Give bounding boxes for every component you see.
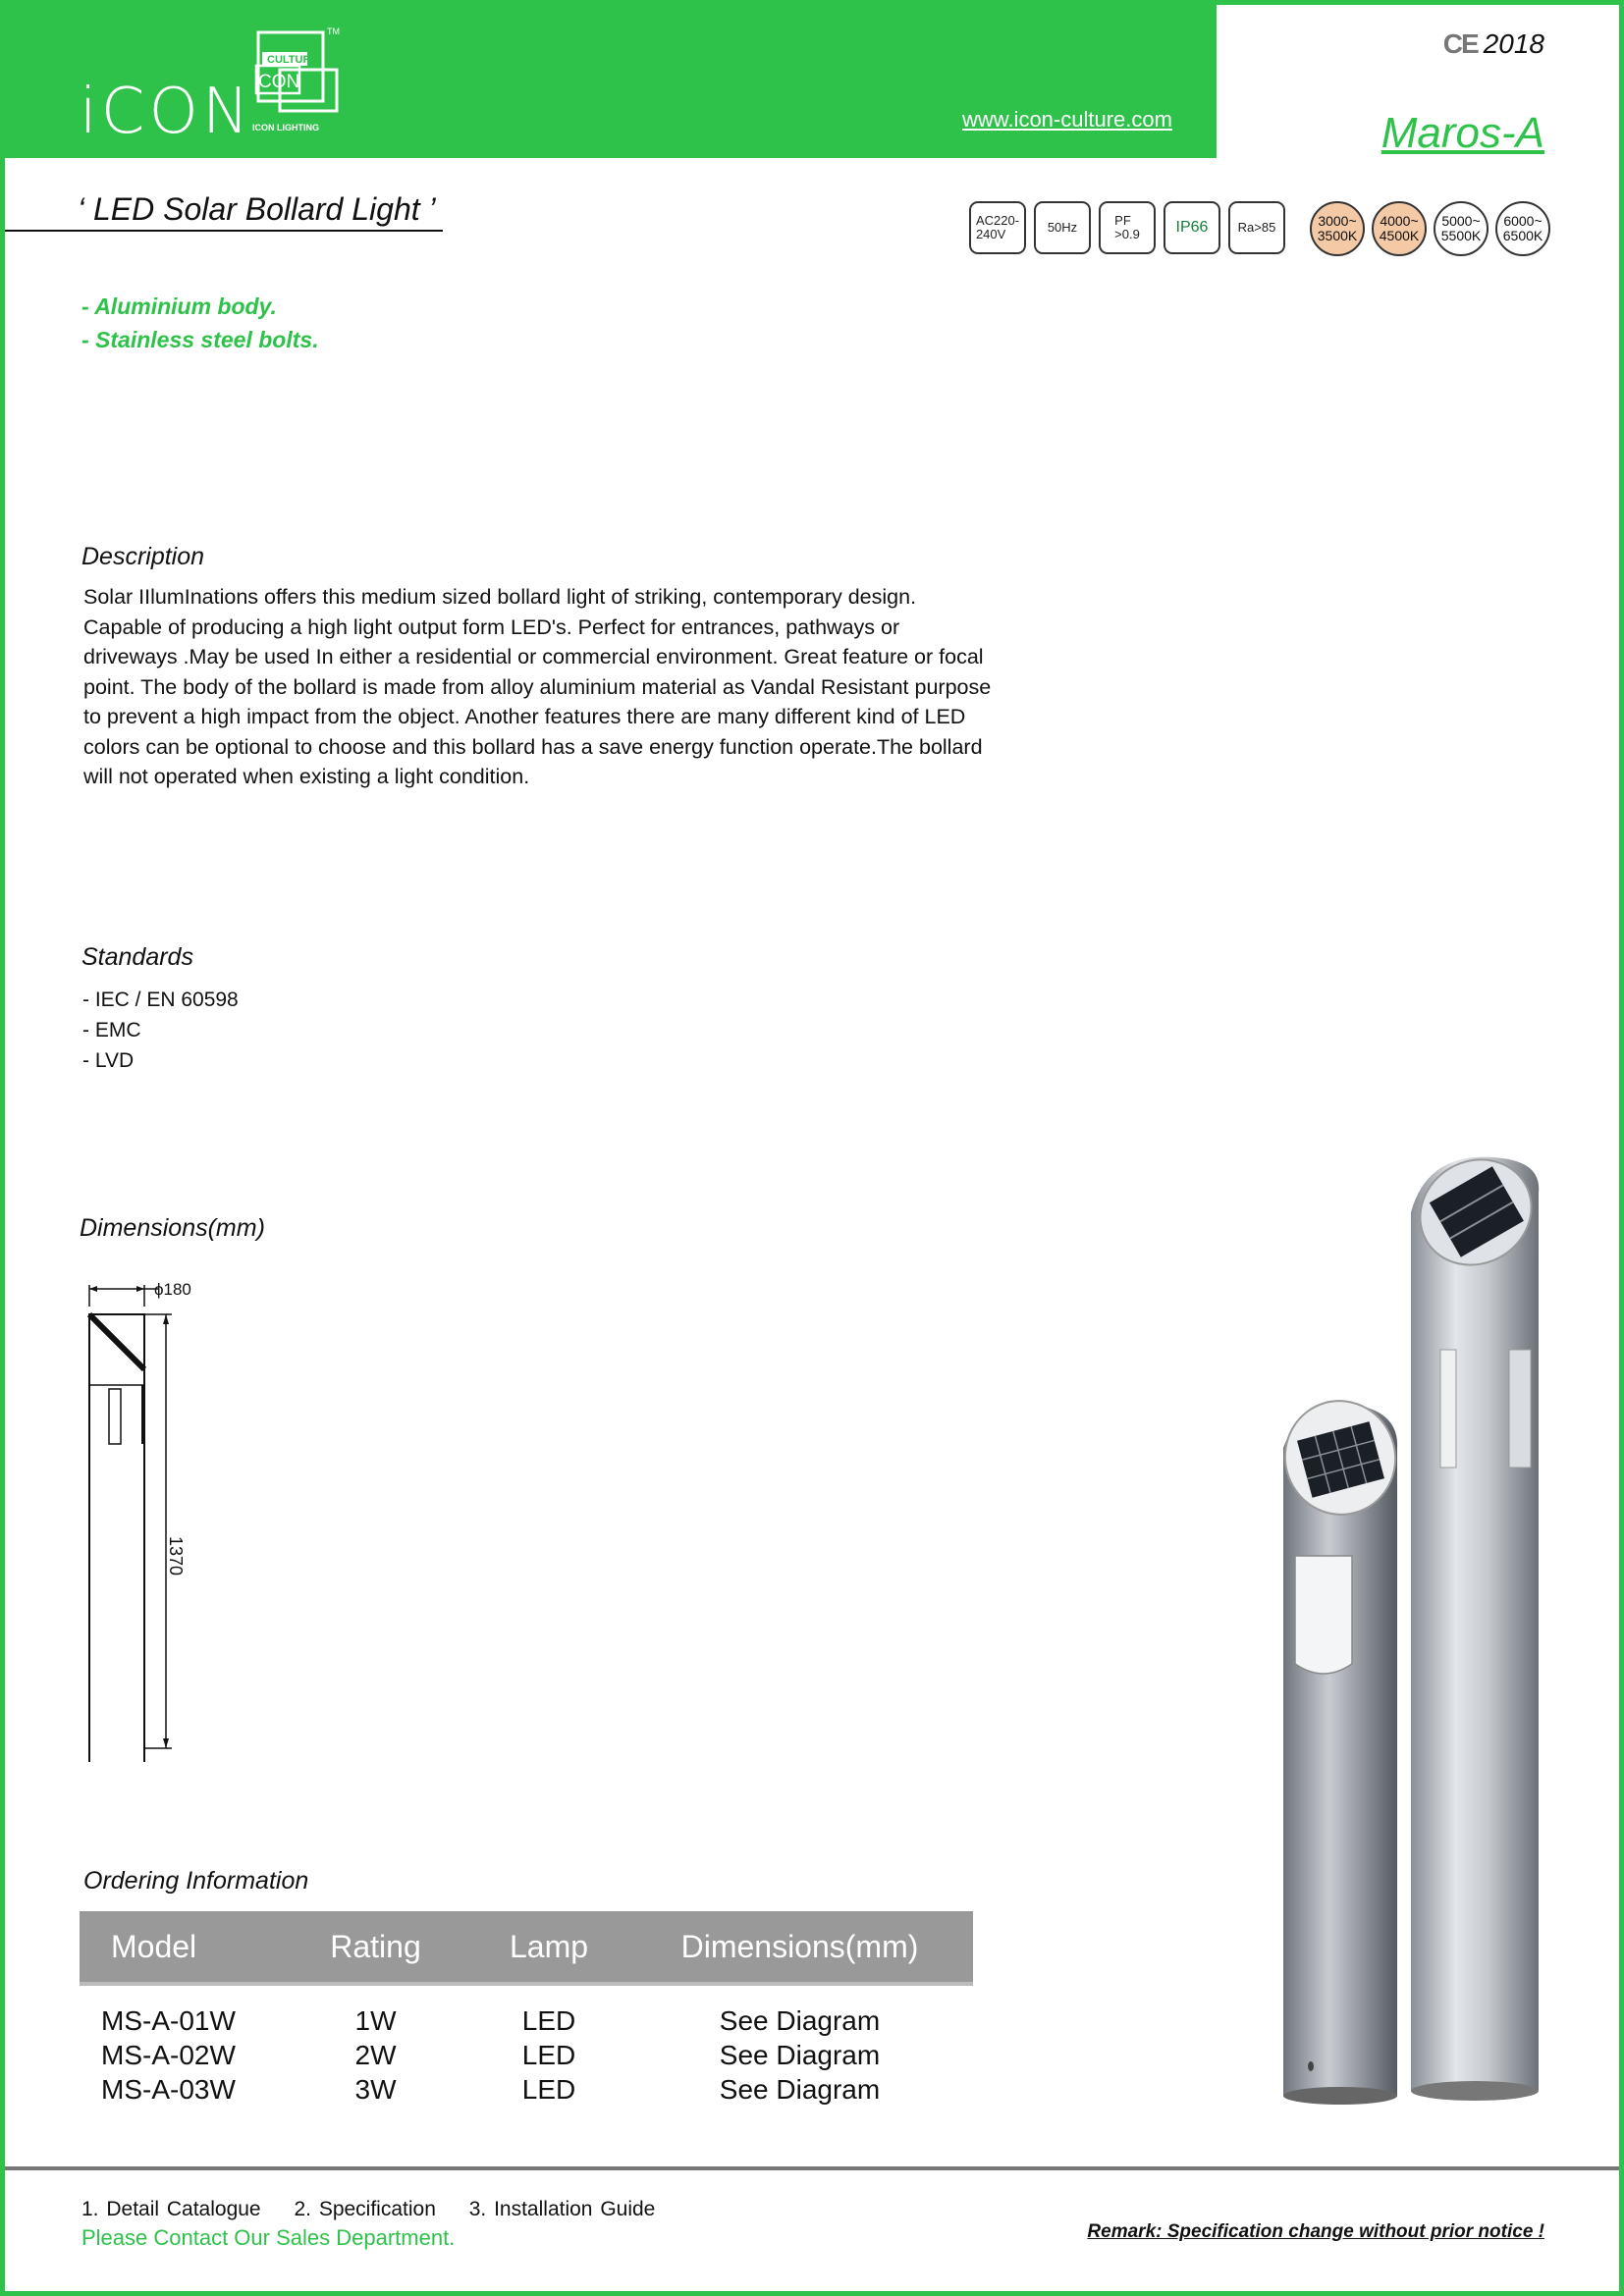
cell-lamp: LED	[521, 2074, 576, 2105]
column-header-lamp: Lamp	[509, 1928, 589, 1964]
spec-badge: AC220- 240V	[969, 201, 1026, 254]
cct-option: 5000~ 5500K	[1434, 201, 1489, 256]
logo-mark-mid-text: CON	[258, 72, 300, 92]
spec-badge: PF >0.9	[1099, 201, 1156, 254]
cct-option: 6000~ 6500K	[1495, 201, 1550, 256]
spec-badge: 50Hz	[1034, 201, 1091, 254]
remark-note: Remark: Specification change without prior notice !	[1087, 2221, 1544, 2242]
cell-model: MS-A-02W	[101, 2040, 236, 2070]
cct-options	[1310, 201, 1550, 256]
spec-badge: IP66	[1164, 201, 1220, 254]
cct-option: 4000~ 4500K	[1372, 201, 1427, 256]
diameter-label: ϕ180	[154, 1280, 191, 1299]
standard-item: - EMC	[82, 1019, 141, 1041]
contact-note: Please Contact Our Sales Department.	[81, 2225, 456, 2250]
footer-link-detail-catalogue[interactable]: 1. Detail Catalogue	[81, 2198, 261, 2220]
height-label: 1370	[166, 1536, 186, 1576]
spec-badge: Ra>85	[1228, 201, 1285, 254]
ordering-table-body	[80, 2003, 973, 2107]
footer-divider	[5, 2166, 1619, 2170]
cell-lamp: LED	[521, 2005, 576, 2036]
ordering-table-header	[80, 1911, 973, 1986]
product-title: ‘ LED Solar Bollard Light ’	[5, 191, 443, 232]
ordering-heading: Ordering Information	[83, 1867, 309, 1895]
cell-rating: 1W	[354, 2005, 397, 2036]
spec-badges	[969, 201, 1285, 254]
cell-model: MS-A-03W	[101, 2074, 236, 2105]
feature-item: - Stainless steel bolts.	[81, 327, 319, 352]
brand-logo-mark	[250, 25, 349, 134]
cell-dimensions: See Diagram	[719, 2040, 881, 2070]
feature-list	[81, 290, 319, 356]
brand-logo-text: iCON	[80, 76, 253, 148]
ordering-table	[80, 1911, 973, 2107]
standards-heading: Standards	[81, 943, 193, 971]
ce-mark-icon: CE	[1442, 28, 1478, 59]
footer-link-specification[interactable]: 2. Specification	[294, 2198, 436, 2220]
feature-item: - Aluminium body.	[81, 294, 277, 319]
column-header-rating: Rating	[330, 1928, 421, 1964]
catalog-year: 2018	[1483, 28, 1544, 59]
header-band	[5, 5, 1217, 158]
table-row	[80, 2038, 973, 2072]
dimension-drawing	[74, 1271, 211, 1762]
column-header-dimensions: Dimensions(mm)	[680, 1928, 919, 1964]
website-link[interactable]: www.icon-culture.com	[962, 107, 1172, 132]
cell-rating: 3W	[354, 2074, 397, 2105]
cell-rating: 2W	[354, 2040, 397, 2070]
product-photo	[1262, 1153, 1556, 2115]
cct-option: 3000~ 3500K	[1310, 201, 1365, 256]
cell-model: MS-A-01W	[101, 2005, 236, 2036]
trademark-symbol: TM	[327, 27, 340, 36]
standards-list	[82, 985, 239, 1076]
logo-mark-top-text: CULTURE	[267, 54, 318, 66]
model-name: Maros-A	[1380, 109, 1544, 157]
logo-mark-bottom-text: ICON LIGHTING	[252, 123, 319, 133]
ce-year	[1443, 28, 1544, 60]
cell-lamp: LED	[521, 2040, 576, 2070]
column-header-model: Model	[111, 1928, 197, 1964]
description-text: Solar IIlumInations offers this medium sized bollard light of striking, contemporary design. Capable of producing a high light output form LED's. Perfect for entrances, pathways or driveways .May be used In either a residential or commercial environment. Great feature or focal point. The body of the bollard is made from alloy aluminium material as Vandal Resistant purpose to prevent a high impact from the object. Another features there are many different kind of LED colors can be optional to choose and this bollard has a save energy function operate.The bollard will not operated when existing a light condition.	[83, 585, 992, 788]
table-row	[80, 2072, 973, 2107]
dimensions-heading: Dimensions(mm)	[80, 1214, 265, 1242]
footer-links	[81, 2198, 680, 2221]
standard-item: - LVD	[82, 1049, 135, 1072]
cell-dimensions: See Diagram	[719, 2005, 881, 2036]
footer-link-installation-guide[interactable]: 3. Installation Guide	[468, 2198, 656, 2220]
cell-dimensions: See Diagram	[719, 2074, 881, 2105]
description-heading: Description	[81, 543, 205, 570]
table-row	[80, 2003, 973, 2038]
standard-item: - IEC / EN 60598	[82, 988, 239, 1011]
